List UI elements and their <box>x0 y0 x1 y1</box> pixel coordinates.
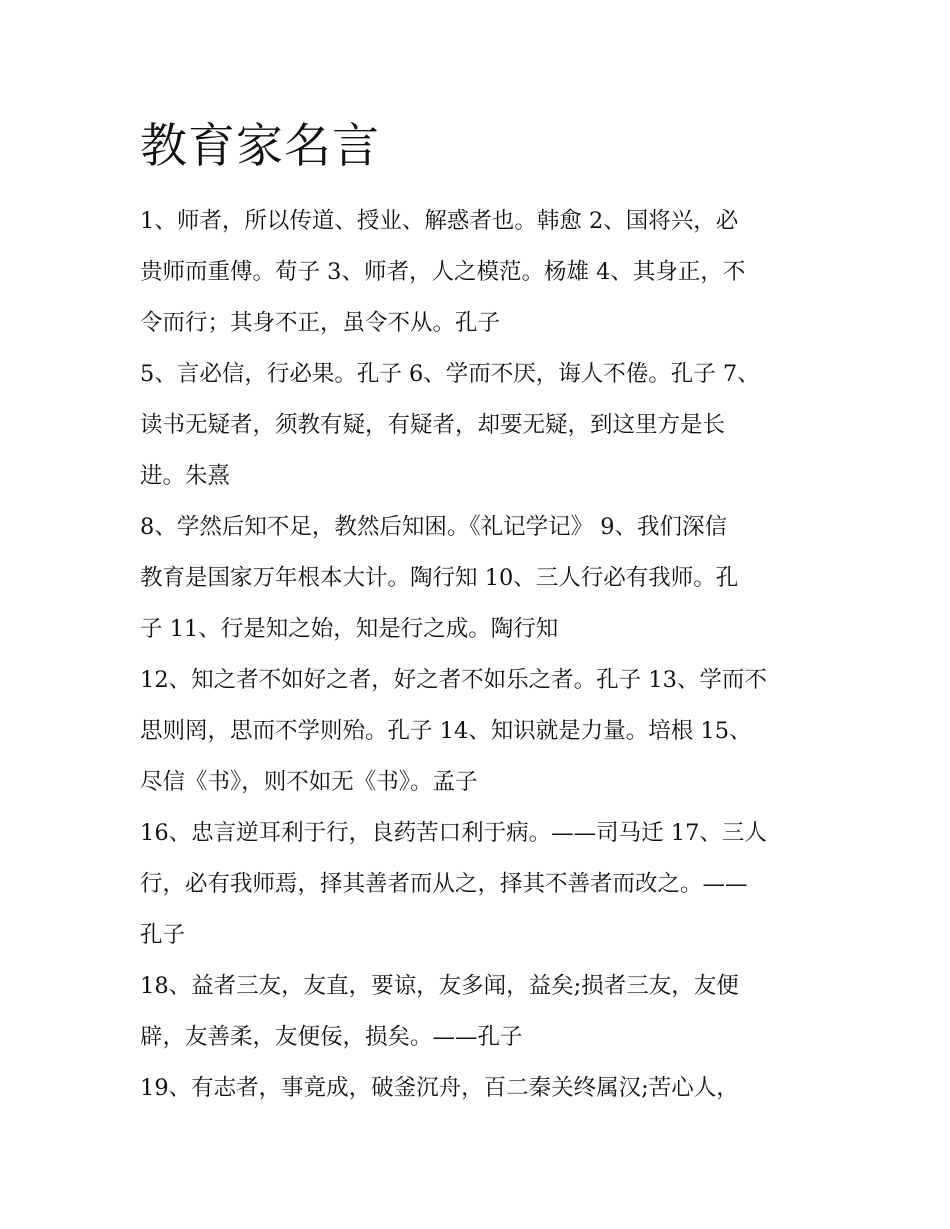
text-line: 贵师而重傅。荀子 3、师者，人之模范。杨雄 4、其身正，不 <box>140 259 746 285</box>
text-line: 教育是国家万年根本大计。陶行知 10、三人行必有我师。孔 <box>140 565 739 591</box>
text-line: 思则罔，思而不学则殆。孔子 14、知识就是力量。培根 15、 <box>140 718 752 744</box>
text-line: 16、忠言逆耳利于行，良药苦口利于病。——司马迁 17、三人 <box>140 820 767 846</box>
text-line: 12、知之者不如好之者，好之者不如乐之者。孔子 13、学而不 <box>140 667 767 693</box>
text-line: 进。朱熹 <box>140 463 231 489</box>
text-line: 子 11、行是知之始，知是行之成。陶行知 <box>140 616 559 642</box>
page-title: 教育家名言 <box>140 119 380 174</box>
text-line: 读书无疑者，须教有疑，有疑者，却要无疑，到这里方是长 <box>140 412 726 438</box>
text-line: 8、学然后知不足，教然后知困。《礼记学记》 9、我们深信 <box>140 514 728 540</box>
text-line: 18、益者三友，友直，要谅，友多闻，益矣;损者三友，友便 <box>140 973 739 999</box>
quotes-body <box>140 196 820 1114</box>
text-line: 辟，友善柔，友便佞，损矣。——孔子 <box>140 1024 523 1050</box>
text-line: 令而行；其身不正，虽令不从。孔子 <box>140 310 501 336</box>
text-line: 19、有志者，事竟成，破釜沉舟，百二秦关终属汉;苦心人， <box>140 1075 739 1101</box>
text-line: 1、师者，所以传道、授业、解惑者也。韩愈 2、国将兴，必 <box>140 208 739 234</box>
text-line: 5、言必信，行必果。孔子 6、学而不厌，诲人不倦。孔子 7、 <box>140 361 760 387</box>
text-line: 孔子 <box>140 922 186 948</box>
text-line: 行，必有我师焉，择其善者而从之，择其不善者而改之。—— <box>140 871 748 897</box>
text-line: 尽信《书》，则不如无《书》。孟子 <box>140 769 478 795</box>
